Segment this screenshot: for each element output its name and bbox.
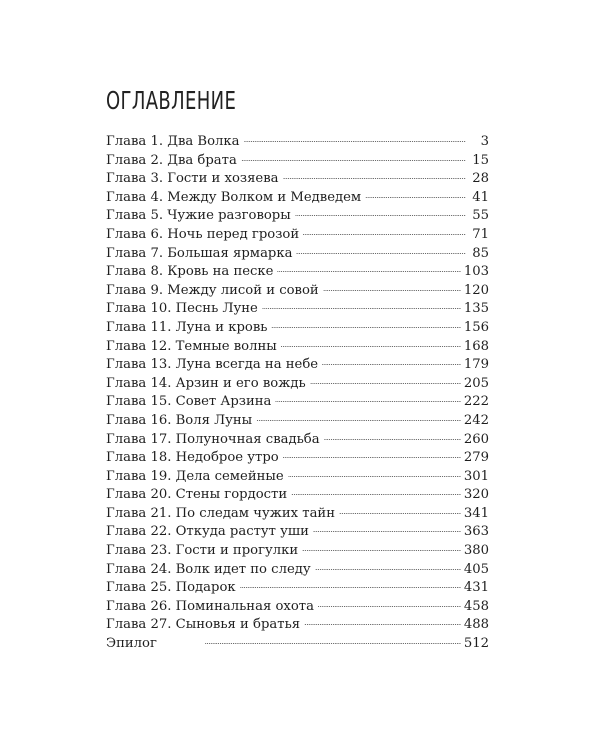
toc-entry-title: Глава 23. Гости и прогулки <box>106 543 299 559</box>
toc-entry-page-number: 85 <box>472 245 489 261</box>
toc-entry <box>106 542 489 561</box>
toc-entry <box>106 263 489 282</box>
toc-entry-title: Глава 12. Темные волны <box>106 338 277 354</box>
toc-entry-title: Глава 21. По следам чужих тайн <box>106 505 336 521</box>
dot-leader <box>288 468 461 480</box>
toc-entry <box>106 207 489 226</box>
toc-entry-title: Глава 6. Ночь перед грозой <box>106 226 300 242</box>
dot-leader <box>256 412 461 424</box>
toc-entry <box>106 523 489 542</box>
dot-leader <box>313 523 461 535</box>
toc-entry-page-number: 405 <box>463 561 489 577</box>
toc-entry-page-number: 222 <box>463 394 489 410</box>
toc-entry-title: Глава 14. Арзин и его вождь <box>106 375 306 391</box>
toc-entry-page-number: 431 <box>463 580 489 596</box>
toc-entry-title: Глава 20. Стены гордости <box>106 487 288 503</box>
toc-entry <box>106 412 489 431</box>
toc-entry-title: Эпилог <box>106 636 157 652</box>
toc-entry-page-number: 320 <box>463 487 489 503</box>
toc-entry-page-number: 15 <box>472 152 489 168</box>
toc-entry-page-number: 380 <box>463 543 489 559</box>
toc-entry-page-number: 363 <box>463 524 489 540</box>
toc-entry-page-number: 103 <box>463 264 489 280</box>
dot-leader <box>283 449 461 461</box>
dot-leader <box>310 375 461 387</box>
toc-entry <box>106 300 489 319</box>
toc-entry-page-number: 120 <box>463 282 489 298</box>
toc-entry <box>106 635 489 654</box>
toc-entry-title: Глава 1. Два Волка <box>106 134 240 149</box>
toc-entry <box>106 505 489 524</box>
toc-entry <box>106 152 489 171</box>
toc-entry-page-number: 135 <box>463 301 489 317</box>
toc-entry-page-number: 512 <box>463 636 489 652</box>
dot-leader <box>318 598 461 610</box>
toc-entry-page-number: 179 <box>463 357 489 373</box>
toc-entry-page-number: 488 <box>463 617 489 633</box>
toc-entry-title: Глава 15. Совет Арзина <box>106 394 272 410</box>
toc-entry-title: Глава 13. Луна всегда на небе <box>106 357 319 373</box>
toc-entry-title: Глава 24. Волк идет по следу <box>106 561 311 577</box>
toc-entry-page-number: 168 <box>463 338 489 354</box>
toc-entry-title: Глава 8. Кровь на песке <box>106 264 274 280</box>
dot-leader <box>262 300 461 312</box>
toc-entry <box>106 579 489 598</box>
dot-leader <box>295 207 466 219</box>
toc-entry <box>106 393 489 412</box>
dot-leader <box>240 579 461 591</box>
dot-leader <box>365 189 466 201</box>
dot-leader <box>304 616 461 628</box>
toc-entry-page-number: 458 <box>463 598 489 614</box>
toc-entry-title: Глава 3. Гости и хозяева <box>106 171 279 187</box>
dot-leader <box>244 133 466 145</box>
toc-entry <box>106 356 489 375</box>
toc-entry <box>106 449 489 468</box>
toc-entry <box>106 486 489 505</box>
dot-leader <box>283 170 466 182</box>
toc-entry <box>106 189 489 208</box>
dot-leader <box>241 152 466 164</box>
toc-entry-title: Глава 7. Большая ярмарка <box>106 245 293 261</box>
toc-entry <box>106 338 489 357</box>
dot-leader <box>291 486 461 498</box>
toc-entry-title: Глава 10. Песнь Луне <box>106 301 258 317</box>
toc-entry-title: Глава 9. Между лисой и совой <box>106 282 319 298</box>
toc-entry-title: Глава 4. Между Волком и Медведем <box>106 189 362 205</box>
dot-leader <box>323 282 461 294</box>
toc-entry-page-number: 341 <box>463 505 489 521</box>
toc-entry-title: Глава 18. Недоброе утро <box>106 450 279 466</box>
toc-entry <box>106 561 489 580</box>
toc-entry-title: Глава 19. Дела семейные <box>106 468 284 484</box>
toc-entry-title: Глава 25. Подарок <box>106 580 236 596</box>
toc-entry <box>106 468 489 487</box>
toc-entry-page-number: 3 <box>480 134 489 149</box>
dot-leader <box>281 338 461 350</box>
toc-entry-page-number: 55 <box>472 208 489 224</box>
toc-entry <box>106 226 489 245</box>
toc-entry-page-number: 242 <box>463 412 489 428</box>
dot-leader <box>271 319 460 331</box>
dot-leader <box>296 245 466 257</box>
toc-entry <box>106 616 489 635</box>
dot-leader <box>315 561 461 573</box>
toc-entry-page-number: 260 <box>463 431 489 447</box>
toc-entry-title: Глава 11. Луна и кровь <box>106 319 268 335</box>
toc-entry-title: Глава 16. Воля Луны <box>106 412 253 428</box>
toc-entry <box>106 375 489 394</box>
dot-leader <box>322 356 461 368</box>
toc-entry-page-number: 41 <box>472 189 489 205</box>
toc-entry <box>106 245 489 264</box>
toc-entry-title: Глава 22. Откуда растут уши <box>106 524 309 540</box>
dot-leader <box>339 505 461 517</box>
page-title: ОГЛАВЛЕНИЕ <box>106 86 237 115</box>
table-of-contents <box>106 133 489 654</box>
toc-entry-page-number: 205 <box>463 375 489 391</box>
toc-entry <box>106 133 489 152</box>
dot-leader <box>161 635 461 647</box>
dot-leader <box>302 542 461 554</box>
toc-entry-title: Глава 2. Два брата <box>106 152 237 168</box>
dot-leader <box>275 393 460 405</box>
toc-entry <box>106 282 489 301</box>
toc-entry <box>106 319 489 338</box>
toc-entry-page-number: 301 <box>463 468 489 484</box>
dot-leader <box>324 431 461 443</box>
dot-leader <box>277 263 460 275</box>
toc-entry <box>106 431 489 450</box>
toc-entry <box>106 170 489 189</box>
toc-entry-page-number: 71 <box>472 226 489 242</box>
toc-entry-page-number: 279 <box>463 450 489 466</box>
toc-entry-title: Глава 27. Сыновья и братья <box>106 617 301 633</box>
toc-entry-page-number: 28 <box>472 171 489 187</box>
toc-entry-title: Глава 5. Чужие разговоры <box>106 208 291 224</box>
toc-entry <box>106 598 489 617</box>
toc-entry-page-number: 156 <box>463 319 489 335</box>
toc-entry-title: Глава 26. Поминальная охота <box>106 598 314 614</box>
toc-entry-title: Глава 17. Полуночная свадьба <box>106 431 320 447</box>
dot-leader <box>303 226 466 238</box>
